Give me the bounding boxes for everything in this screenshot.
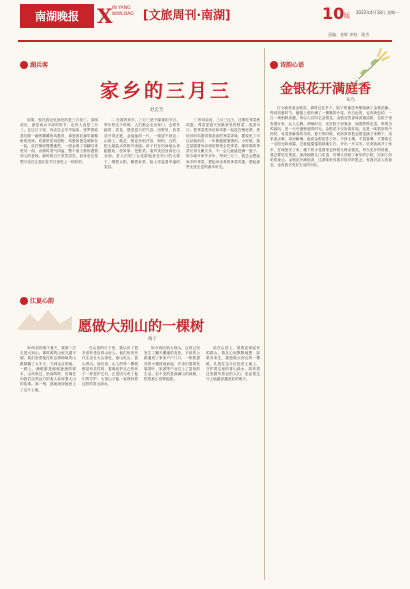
section-title: [文旅周刊·南湖] (143, 8, 231, 22)
article3-headline: 愿做大别山的一棵树 (78, 319, 204, 335)
article3-column-2 (82, 346, 138, 580)
logo-subtitle-line-1: IN YANG (112, 6, 131, 11)
article2-paragraph: 打小就喜欢金银花，那时住在乡下，院子的篱笆旁便爬满了金银花藤。每到初夏时节，藤蔓上便开满了一簇簇的小花，有白色的，也有黄色的，一白一黄相映成趣，所以人们叫它金银花。金银花的香味淡雅清新，在院子里弥漫开来，沁人心脾。傍晚时分，坐在院子里乘凉，闻着阵阵花香，听着虫鸣蛙叫，是一天中最惬意的时光。金银花不仅好看好闻，还是一味很好的中药材，有清热解毒的功效。夏天的时候，奶奶常常把金银花摘下来晒干，用来泡水喝，清凉解暑。她说金银花性子好，不择土壤，不畏寒暑，只要给它一点阳光和雨露，它就能蓬蓬勃勃地生长，开出一片芬芳。后来我离开了家乡，在城里安了家，楼下的小花园里也种着几株金银花。每当花开的时候，我总要驻足观赏，深深地吸几口花香，仿佛又回到了童年的小院，回到了奶奶的身边。金银花开满庭香，这香味里有我对故乡的思念，有我对亲人的眷恋，也有我对美好生活的向往。 (270, 106, 392, 168)
issue-date: 2022年4月18日 星期一 (356, 10, 400, 15)
page-number: 10 (322, 4, 345, 23)
article1-headline: 家乡的三月三 (100, 80, 233, 102)
editor-credits: 责编：金辉 审校：陈杰 (328, 32, 370, 37)
column-divider-main (264, 48, 265, 580)
column-tag-icon (20, 61, 28, 69)
article2-tag-label: 诗韵心语 (280, 62, 305, 69)
logo-subtitle-line-2: WAN BAO (112, 12, 134, 17)
article1-paragraph-2: 二 在我的家乡，三月三是个隆重的节日。每年的这个时候，人们都会走出家门，去郊外踏青、赏花，感受春天的气息。田野里，油菜花开得正艳，金灿灿的一片，一眼望不到边；山坡上，桃花、梨花争相开放，粉的、白的，把大地装点得格外美丽。孩子们在田间地头奔跑嬉戏，放风筝、挖野菜，欢声笑语回荡在山谷间。老人们则三五成群地坐在村口的大树下，晒着太阳，聊着家常，脸上洋溢着幸福的笑容。 (104, 118, 180, 169)
article1-column-1 (20, 118, 98, 286)
article1-byline: 赵忠芳 (150, 108, 164, 113)
newspaper-logo: 南湖晚报 (20, 4, 94, 28)
logo-subtitle (112, 6, 134, 18)
article3-paragraph-1: 30年前的那个夏天，我第一次走进大别山。那时候的山里交通不便，我们坐着拖拉机沿着崎岖的山路颠簸了大半天，才到达目的地。一路上，满眼都是郁郁葱葱的树木，山风吹过，松涛阵阵，仿佛在向我们这些远方的客人诉说着大山的故事。那一刻，我就深深地爱上了这片土地。 (20, 346, 76, 392)
article2-body (270, 106, 392, 580)
article3-column-tag (20, 296, 54, 305)
article2-headline: 金银花开满庭香 (280, 82, 372, 97)
honeysuckle-illustration-icon (344, 46, 392, 94)
article1-column-3 (186, 118, 260, 286)
article3-paragraph-4: 站在山顶上，望着连绵起伏的群山，我在心里默默地想：如果有来生，我愿做大别山的一棵树，扎根在这片红色的土地上，守护着这里的青山绿水，陪伴着这里勤劳善良的人们，见证着这片土地越来越美好的明天。 (206, 346, 260, 382)
logo-letter: X (97, 4, 113, 28)
article3-column-3 (144, 346, 200, 580)
article3-paragraph-2: 在山里的日子里，我认识了很多淳朴善良的山里人。他们世世代代生活在大山深处，靠山吃山，靠山养山。他们说，山上的每一棵树都是有灵性的，要像爱护自己的孩子一样爱护它们。正是因为有了他们的守护，大别山才能一直保持着这样的青山绿水。 (82, 346, 138, 387)
article1-paragraph-1: 如果，留在我记忆深处的是三月初三。清明前后，最是雨水丰沛的时节，也有人说是三月三。在这日子里，母亲总会早早起床，张罗着给我们做一碗热腾腾的鸡蛋饼，那是我们童年最期盼的美味。鸡蛋饼是用面粉、鸡蛋和葱花调和在一起，放在锅里慢慢地煎，一面金黄了再翻过来煎另一面，出锅时香气四溢，整个屋子都弥漫着诱人的香味。那时候日子虽然清苦，但母亲总是想方设法让我们在节日里吃上一顿好的。 (20, 118, 98, 164)
column-tag-icon (20, 297, 28, 305)
article3-column-1 (20, 346, 76, 580)
article3-column-4 (206, 346, 260, 580)
masthead (0, 0, 410, 44)
article3-byline: 梅子 (148, 337, 157, 342)
article1-paragraph-3: 三 听母亲说，三月三这天，还要吃荠菜煮鸡蛋。荠菜是春天里最常见的野菜，清香可口。把荠菜洗净后和鸡蛋一起放在锅里煮，煮好后的鸡蛋带着淡淡的荠菜香味，据说吃了可以祛病消灾，一年都健健康康的。小时候，我总是跟着母亲到田野里去挖荠菜，那时候的荠菜长得又嫩又多，不一会儿就能挖满一篮子。如今离开家乡多年，每到三月三，我总会想起家乡的荠菜，想起母亲煮的荠菜鸡蛋，想起那些无忧无虑的童年时光。 (186, 118, 260, 169)
article2-byline: 布鸟 (346, 98, 355, 103)
page-unit: 版 (344, 13, 351, 20)
article1-column-tag (20, 60, 48, 69)
article3-tag-label: 江夏心韵 (30, 298, 55, 305)
article1-tag-label: 湖兵客 (30, 62, 49, 69)
article1-column-2 (104, 118, 180, 286)
article3-paragraph-3: 如今再回到大别山，这里已经发生了翻天覆地的变化。平坦的公路通到了家家户户门口，一栋栋漂亮的小楼拔地而起，乡亲们靠着发展茶叶、旅游等产业过上了富裕的生活。但不变的是那满山的绿树，依然那么苍翠挺拔。 (144, 346, 200, 382)
mountain-illustration-icon (18, 306, 72, 330)
masthead-rule (18, 40, 392, 42)
column-tag-icon (270, 61, 278, 69)
article2-column-tag (270, 60, 304, 69)
